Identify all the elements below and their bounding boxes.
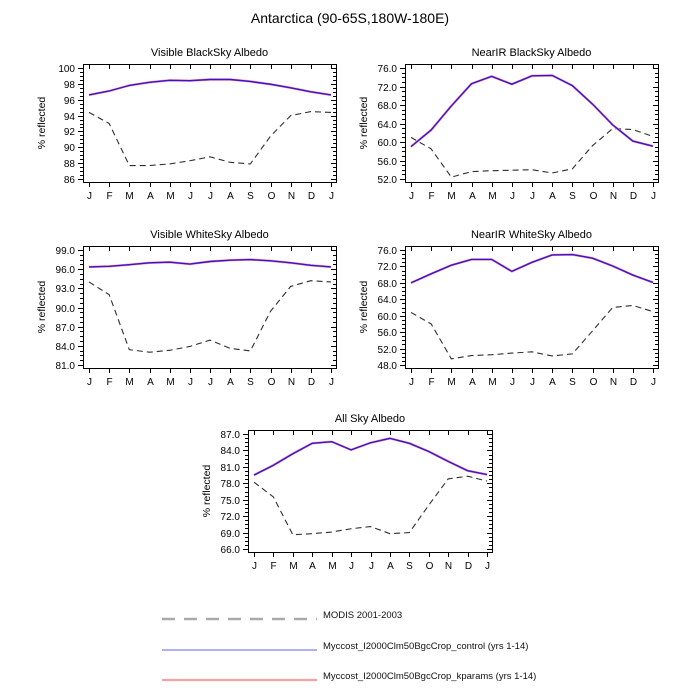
series-line-modis [254,476,487,535]
x-tick-label: J [188,191,193,202]
x-tick-label: D [464,561,473,572]
y-tick-label: 81.0 [55,361,75,372]
y-tick-label: 88 [63,159,75,170]
x-tick-label: S [247,377,254,388]
chart-title: Visible WhiteSky Albedo [150,229,269,241]
y-tick-label: 69.0 [220,529,240,540]
y-tick-label: 76.0 [377,246,397,257]
y-tick-label: 48.0 [377,361,397,372]
y-tick-label: 52.0 [377,175,397,186]
x-tick-label: A [469,377,476,388]
y-tick-label: 68.0 [377,279,397,290]
y-tick-label: 100 [58,64,75,75]
figure-title: Antarctica (90-65S,180W-180E) [250,10,450,26]
x-tick-label: S [569,377,576,388]
x-tick-label: O [589,191,598,202]
x-tick-label: J [208,191,213,202]
x-tick-label: J [510,191,515,202]
y-tick-label: 84.0 [220,446,240,457]
legend-control-label: Myccost_I2000Clm50BgcCrop_control (yrs 1-14) [323,641,529,652]
y-tick-label: 90 [63,143,75,154]
y-axis-label: % reflected [201,464,213,518]
x-tick-label: M [447,191,456,202]
y-tick-label: 56.0 [377,328,397,339]
y-tick-label: 56.0 [377,157,397,168]
legend-kparams-label: Myccost_I2000Clm50BgcCrop_kparams (yrs 1-14) [323,671,537,682]
x-tick-label: M [328,561,337,572]
x-tick-label: A [549,377,556,388]
x-tick-label: F [106,191,113,202]
x-tick-label: F [428,377,435,388]
x-tick-label: J [87,377,92,388]
x-tick-label: S [569,191,576,202]
y-tick-label: 72.0 [220,512,240,523]
x-tick-label: J [188,377,193,388]
x-tick-label: J [252,561,257,572]
chart-visible-whitesky [36,229,337,388]
x-tick-label: J [369,561,374,572]
x-tick-label: J [530,191,535,202]
x-tick-label: A [387,561,394,572]
x-tick-label: F [428,191,435,202]
x-tick-label: M [125,377,134,388]
chart-visible-blacksky [36,47,337,202]
x-tick-label: N [287,191,296,202]
x-tick-label: M [166,191,175,202]
x-tick-label: O [589,377,598,388]
x-tick-label: M [166,377,175,388]
y-tick-label: 93.0 [55,284,75,295]
x-tick-label: A [147,191,154,202]
y-tick-label: 87.0 [220,430,240,441]
x-tick-label: J [208,377,213,388]
x-tick-label: O [267,377,276,388]
y-tick-label: 68.0 [377,101,397,112]
chart-title: NearIR BlackSky Albedo [471,47,592,59]
x-tick-label: M [289,561,298,572]
x-tick-label: J [651,377,656,388]
x-tick-label: N [609,191,618,202]
series-line-modis [411,305,653,358]
y-tick-label: 52.0 [377,345,397,356]
chart-title: NearIR WhiteSky Albedo [470,229,593,241]
series-line-modis [89,112,331,166]
y-tick-label: 72.0 [377,83,397,94]
x-tick-label: D [307,191,316,202]
x-tick-label: S [406,561,413,572]
x-tick-label: M [488,191,497,202]
y-tick-label: 99.0 [55,246,75,257]
x-tick-label: M [488,377,497,388]
chart-nearir-whitesky [358,229,659,388]
x-tick-label: M [125,191,134,202]
x-tick-label: J [349,561,354,572]
y-tick-label: 81.0 [220,463,240,474]
x-tick-label: D [307,377,316,388]
x-tick-label: J [409,377,414,388]
chart-title: All Sky Albedo [334,413,406,425]
x-tick-label: A [227,191,234,202]
y-tick-label: 84.0 [55,342,75,353]
x-tick-label: A [309,561,316,572]
chart-all-sky [201,413,493,572]
x-tick-label: M [447,377,456,388]
x-tick-label: J [329,377,334,388]
x-tick-label: O [425,561,434,572]
x-tick-label: J [530,377,535,388]
x-tick-label: F [106,377,113,388]
x-tick-label: F [270,561,277,572]
x-tick-label: J [510,377,515,388]
x-tick-label: D [629,377,638,388]
y-tick-label: 64.0 [377,295,397,306]
x-tick-label: A [147,377,154,388]
x-tick-label: A [227,377,234,388]
legend-modis-label: MODIS 2001-2003 [323,610,403,621]
x-tick-label: A [469,191,476,202]
series-line-modis [89,281,331,353]
x-tick-label: D [629,191,638,202]
chart-title: Visible BlackSky Albedo [150,47,269,59]
y-tick-label: 90.0 [55,304,75,315]
y-tick-label: 78.0 [220,479,240,490]
y-tick-label: 96 [63,96,75,107]
x-tick-label: J [329,191,334,202]
y-tick-label: 76.0 [377,64,397,75]
y-tick-label: 75.0 [220,496,240,507]
y-tick-label: 96.0 [55,265,75,276]
y-tick-label: 60.0 [377,138,397,149]
series-line-kparams [411,255,653,283]
x-tick-label: J [485,561,490,572]
plot-frame [249,431,493,553]
chart-nearir-blacksky [358,47,659,202]
x-tick-label: N [444,561,453,572]
plot-frame [84,65,337,183]
y-tick-label: 72.0 [377,262,397,273]
y-tick-label: 60.0 [377,312,397,323]
plot-frame [406,65,659,183]
x-tick-label: J [651,191,656,202]
y-tick-label: 86 [63,175,75,186]
y-tick-label: 94 [63,112,75,123]
y-tick-label: 98 [63,80,75,91]
plot-frame [406,247,659,369]
series-line-control [89,79,331,94]
x-tick-label: J [87,191,92,202]
x-tick-label: O [267,191,276,202]
y-axis-label: % reflected [36,280,48,334]
y-axis-label: % reflected [358,280,370,334]
y-tick-label: 92 [63,127,75,138]
x-tick-label: N [287,377,296,388]
x-tick-label: A [549,191,556,202]
x-tick-label: S [247,191,254,202]
y-axis-label: % reflected [358,96,370,150]
x-tick-label: J [409,191,414,202]
y-tick-label: 64.0 [377,120,397,131]
y-tick-label: 66.0 [220,545,240,556]
series-line-modis [411,129,653,178]
y-axis-label: % reflected [36,96,48,150]
series-line-control [411,75,653,146]
x-tick-label: N [609,377,618,388]
y-tick-label: 87.0 [55,323,75,334]
